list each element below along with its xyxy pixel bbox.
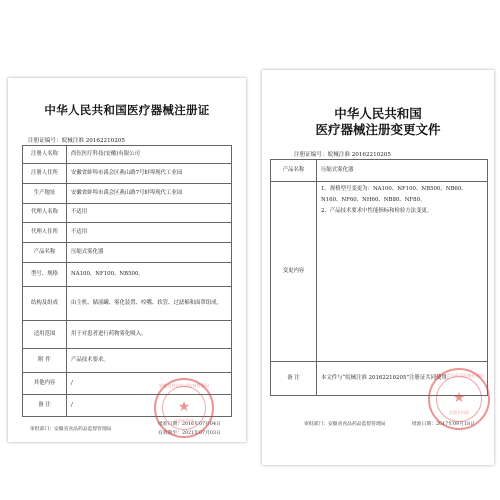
- row-value: /: [67, 373, 232, 395]
- product-name-value: 压缩式雾化器: [317, 160, 488, 182]
- table-row: [23, 223, 232, 243]
- change-title-line1: 中华人民共和国: [334, 106, 422, 121]
- table-row: [23, 204, 232, 223]
- registration-number-label: 注册证编号：: [28, 138, 62, 144]
- registration-number-line: [294, 150, 391, 158]
- star-icon: ★: [452, 390, 466, 407]
- seal-subtext: 注册专用章: [449, 410, 469, 415]
- registration-change-document: [262, 70, 494, 465]
- table-row: [23, 243, 232, 263]
- valid-until-date: 有效期至：2021年07月03日: [158, 431, 221, 436]
- official-seal: [428, 368, 490, 430]
- registration-number-value: 皖械注准 20162210205: [327, 152, 391, 158]
- change-table: [270, 159, 488, 396]
- certificate-table: [22, 145, 232, 417]
- table-row: [271, 160, 488, 182]
- table-row: [23, 164, 232, 184]
- table-row: [23, 287, 232, 321]
- table-row: [23, 349, 232, 373]
- registration-number-line: [28, 136, 125, 144]
- table-row: [23, 263, 232, 287]
- row-label: 注册人名称: [23, 146, 67, 164]
- row-value: NA100、NF100、NB500。: [67, 263, 232, 287]
- row-value: 不适用: [67, 204, 232, 223]
- row-label: 代理人住所: [23, 223, 67, 243]
- row-value: 尚钰医疗科技(安徽)有限公司: [67, 146, 232, 164]
- row-value: 由主机、储液罐、雾化装置、咬嘴、软管、过滤棉和面罩组成。: [67, 287, 232, 321]
- approval-date: 批准日期：2017年09月18日: [412, 422, 475, 427]
- registration-certificate: [8, 78, 246, 442]
- row-label: 型号、规格: [23, 263, 67, 287]
- seal-text: 安徽省食品药品监督管理局: [158, 383, 210, 388]
- row-label: 结构及组成: [23, 287, 67, 321]
- table-row: [271, 182, 488, 362]
- table-row: [23, 321, 232, 349]
- table-row: [23, 146, 232, 164]
- row-label: 其他内容: [23, 373, 67, 395]
- row-label: 代理人名称: [23, 204, 67, 223]
- remark-label: 备 注: [271, 362, 317, 396]
- row-value: 安徽省蚌埠市禹会区燕山路7号蚌埠现代工业园: [67, 164, 232, 184]
- product-name-label: 产品名称: [271, 160, 317, 182]
- row-label: 附 件: [23, 349, 67, 373]
- official-seal: [154, 378, 214, 438]
- change-item: N160、NF60、NH60、NB80、NF80。: [321, 196, 426, 203]
- table-row: [23, 184, 232, 204]
- row-label: 备 注: [23, 395, 67, 417]
- seal-text: 安徽省食品药品监督管理局: [433, 373, 485, 378]
- registration-number-value: 皖械注准 20162210205: [61, 138, 125, 144]
- row-label: 生产地址: [23, 184, 67, 204]
- change-item: 1、规格型号变更为：NA100、NF100、NB500、NB60、: [321, 186, 467, 192]
- row-value: 压缩式雾化器: [67, 243, 232, 263]
- seal-subtext: 注册专用章: [174, 418, 194, 423]
- row-value: 安徽省蚌埠市禹会区燕山路7号蚌埠现代工业园: [67, 184, 232, 204]
- row-label: 产品名称: [23, 243, 67, 263]
- star-icon: ★: [177, 399, 191, 416]
- row-value: 产品技术要求。: [67, 349, 232, 373]
- row-value: 用于对患者进行药物雾化吸入。: [67, 321, 232, 349]
- row-label: 适用范围: [23, 321, 67, 349]
- row-label: 注册人住所: [23, 164, 67, 184]
- change-title-line2: 医疗器械注册变更文件: [315, 122, 441, 137]
- row-value: 不适用: [67, 223, 232, 243]
- approval-date: 批准日期：2016年07月04日: [158, 422, 221, 427]
- certificate-title: 中华人民共和国医疗器械注册证: [44, 103, 210, 117]
- approval-department: 审批部门：安徽省食品药品监督管理局: [304, 422, 386, 427]
- change-content-label: 变更内容: [271, 182, 317, 362]
- change-content-value: [317, 182, 488, 362]
- change-item: 2、产品技术要求中性能指标和检验方法变更。: [321, 207, 433, 214]
- remark-value: 本文件与“皖械注准 20162210205”注册证共同使用。: [317, 362, 488, 396]
- approval-department: 审批部门：安徽省食品药品监督管理局: [30, 427, 112, 432]
- row-value: /: [67, 395, 232, 417]
- registration-number-label: 注册证编号：: [294, 152, 328, 158]
